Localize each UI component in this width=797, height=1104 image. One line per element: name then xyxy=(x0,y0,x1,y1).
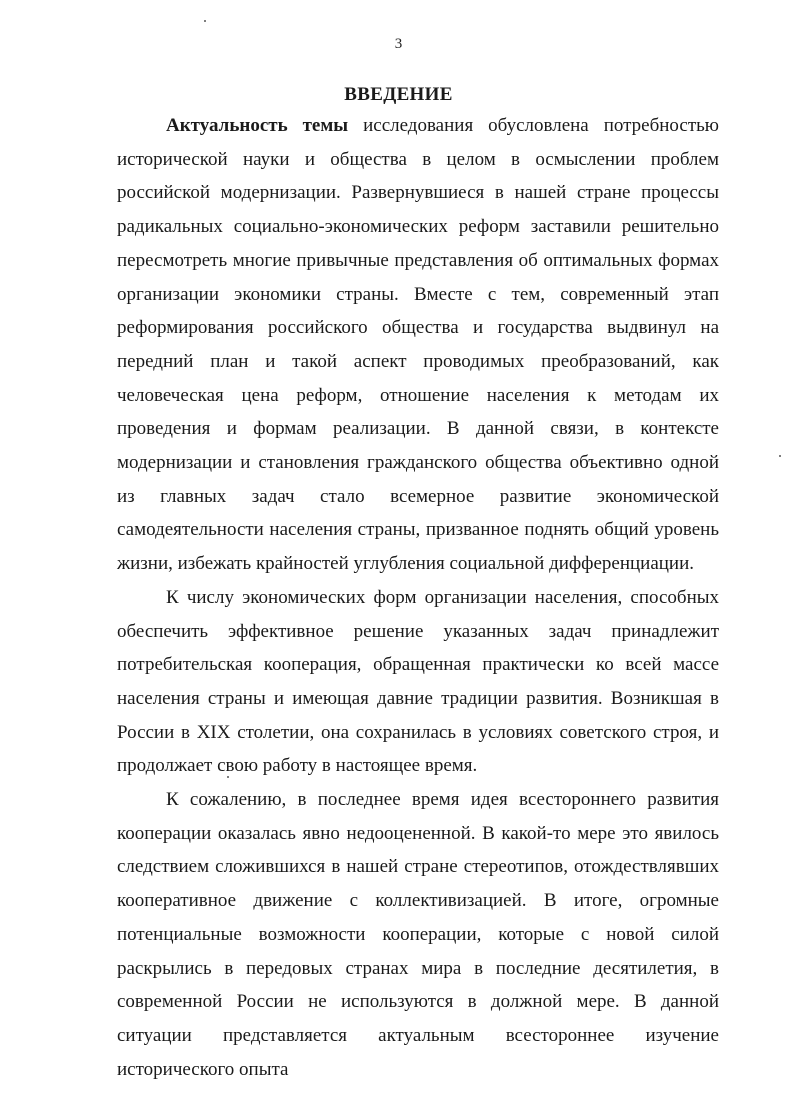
page-title: ВВЕДЕНИЕ xyxy=(344,84,453,105)
body-text xyxy=(117,109,719,1086)
paragraph-cooperation: К числу экономических форм организации населения, способных обеспечить эффективное решение указанных задач принадлежит потребительская кооперация, обращенная практически ко всей массе населения страны и имеющая давние традиции развития. Возникшая в России в XIX столетии, она сохранилась в условиях советского строя, и продолжает свою работу в настоящее время. xyxy=(117,586,719,777)
scan-speck xyxy=(779,455,781,457)
paragraph-relevance xyxy=(117,109,719,581)
paragraph-lead: Актуальность темы xyxy=(166,115,349,136)
paragraph-text: исследования обусловлена потребностью исторической науки и общества в целом в осмыслении проблем российской модернизации. Развернувшиеся в нашей стране процессы радикальных социально-экономических реформ заставили решительно пересмотреть многие привычные представления об оптимальных формах организации экономики страны. Вместе с тем, современный этап реформирования российского общества и государства выдвинул на передний план и такой аспект проводимых преобразований, как человеческая цена реформ, отношение населения к методам их проведения и формам реализации. В данной связи, в контексте модернизации и становления гражданского общества объективно одной из главных задач стало всемерное развитие экономической самодеятельности населения страны, призванное поднять общий уровень жизни, избежать крайностей углубления социальной дифференциации. xyxy=(117,115,719,575)
paragraph-underestimation: К сожалению, в последнее время идея всестороннего развития кооперации оказалась явно недооцененной. В какой-то мере это явилось следствием сложившихся в нашей стране стереотипов, отождествлявших кооперативное движение с коллективизацией. В итоге, огромные потенциальные возможности кооперации, которые с новой силой раскрылись в передовых странах мира в последние десятилетия, в современной России не используются в должной мере. В данной ситуации представляется актуальным всестороннее изучение исторического опыта xyxy=(117,789,719,1080)
page-number: 3 xyxy=(394,36,403,52)
scan-speck xyxy=(204,20,206,22)
